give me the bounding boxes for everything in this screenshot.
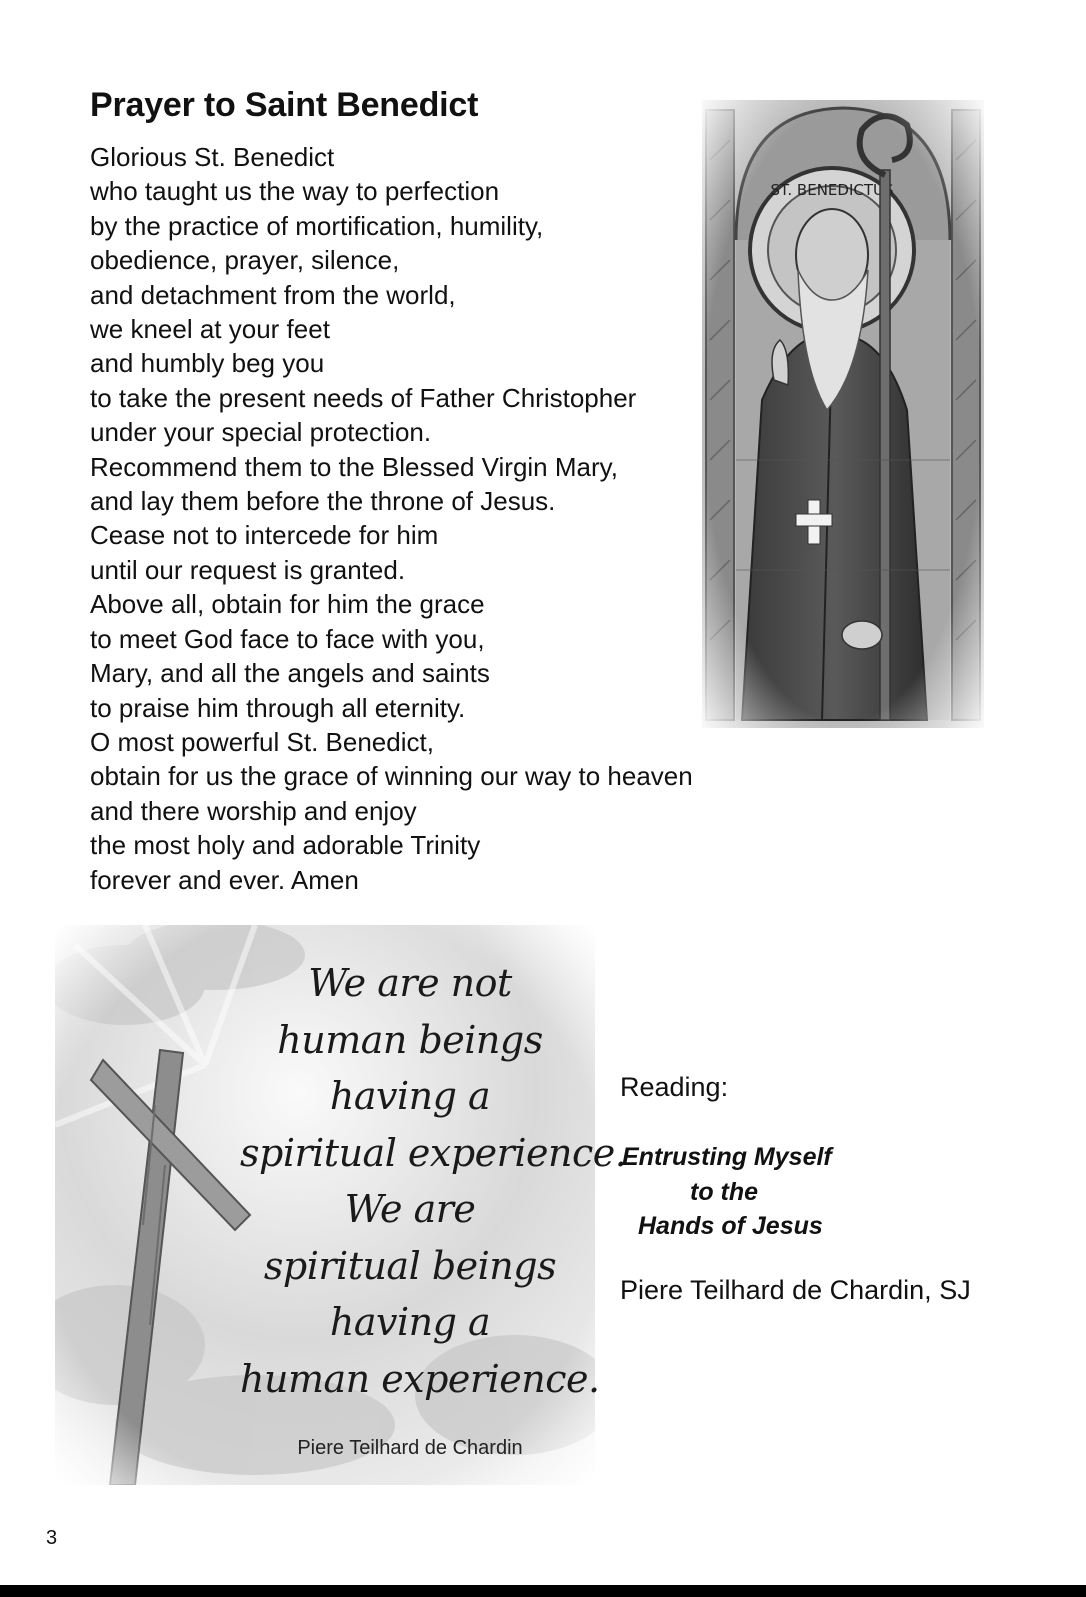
quote-card: [55, 925, 627, 1485]
prayer-line: obedience, prayer, silence,: [90, 245, 400, 276]
stained-glass-saint-benedict-image: [702, 100, 984, 728]
prayer-line: we kneel at your feet: [90, 314, 330, 345]
prayer-line: Glorious St. Benedict: [90, 142, 335, 172]
reading-title-line: Hands of Jesus: [638, 1212, 823, 1240]
prayer-line: and detachment from the world,: [90, 279, 456, 310]
quote-line: spiritual beings: [263, 1243, 557, 1288]
quote-line: spiritual experience.: [240, 1130, 627, 1175]
prayer-line: to take the present needs of Father Christopher: [90, 382, 637, 413]
quote-line: having a: [329, 1074, 491, 1118]
page-number: 3: [46, 1527, 58, 1549]
prayer-line: who taught us the way to perfection: [90, 176, 500, 207]
prayer-line: Cease not to intercede for him: [90, 520, 439, 551]
quote-line: human experience.: [240, 1356, 600, 1401]
prayer-line: Above all, obtain for him the grace: [90, 589, 485, 620]
quote-author: Piere Teilhard de Chardin: [297, 1437, 523, 1459]
reading-title-line: Entrusting Myself: [622, 1143, 832, 1171]
prayer-line: obtain for us the grace of winning our way to heaven: [90, 761, 693, 792]
prayer-line: O most powerful St. Benedict,: [90, 726, 434, 757]
reading-title-line: to the: [690, 1177, 759, 1206]
prayer-line: to praise him through all eternity.: [90, 692, 466, 723]
reading-author: Piere Teilhard de Chardin, SJ: [620, 1275, 971, 1305]
quote-line: having a: [329, 1300, 491, 1344]
prayer-line: by the practice of mortification, humility,: [90, 210, 544, 241]
quote-text: [240, 955, 627, 1407]
prayer-line: the most holy and adorable Trinity: [90, 830, 481, 861]
prayer-line: under your special protection.: [90, 417, 432, 448]
quote-line: We are: [344, 1187, 476, 1231]
prayer-line: Mary, and all the angels and saints: [90, 658, 490, 689]
reading-title: [622, 1140, 832, 1244]
bottom-border: [0, 1585, 1086, 1597]
prayer-title: Prayer to Saint Benedict: [90, 86, 479, 124]
reading-label: Reading:: [620, 1072, 729, 1102]
prayer-line: and humbly beg you: [90, 348, 325, 379]
quote-line: We are not: [308, 961, 512, 1005]
prayer-line: and there worship and enjoy: [90, 795, 417, 826]
prayer-line: Recommend them to the Blessed Virgin Mary,: [90, 451, 618, 482]
prayer-line: and lay them before the throne of Jesus.: [90, 486, 556, 517]
prayer-line: forever and ever. Amen: [90, 864, 359, 895]
prayer-text: [90, 140, 693, 897]
prayer-line: to meet God face to face with you,: [90, 623, 485, 654]
quote-line: human beings: [277, 1017, 543, 1062]
prayer-line: until our request is granted.: [90, 554, 406, 585]
